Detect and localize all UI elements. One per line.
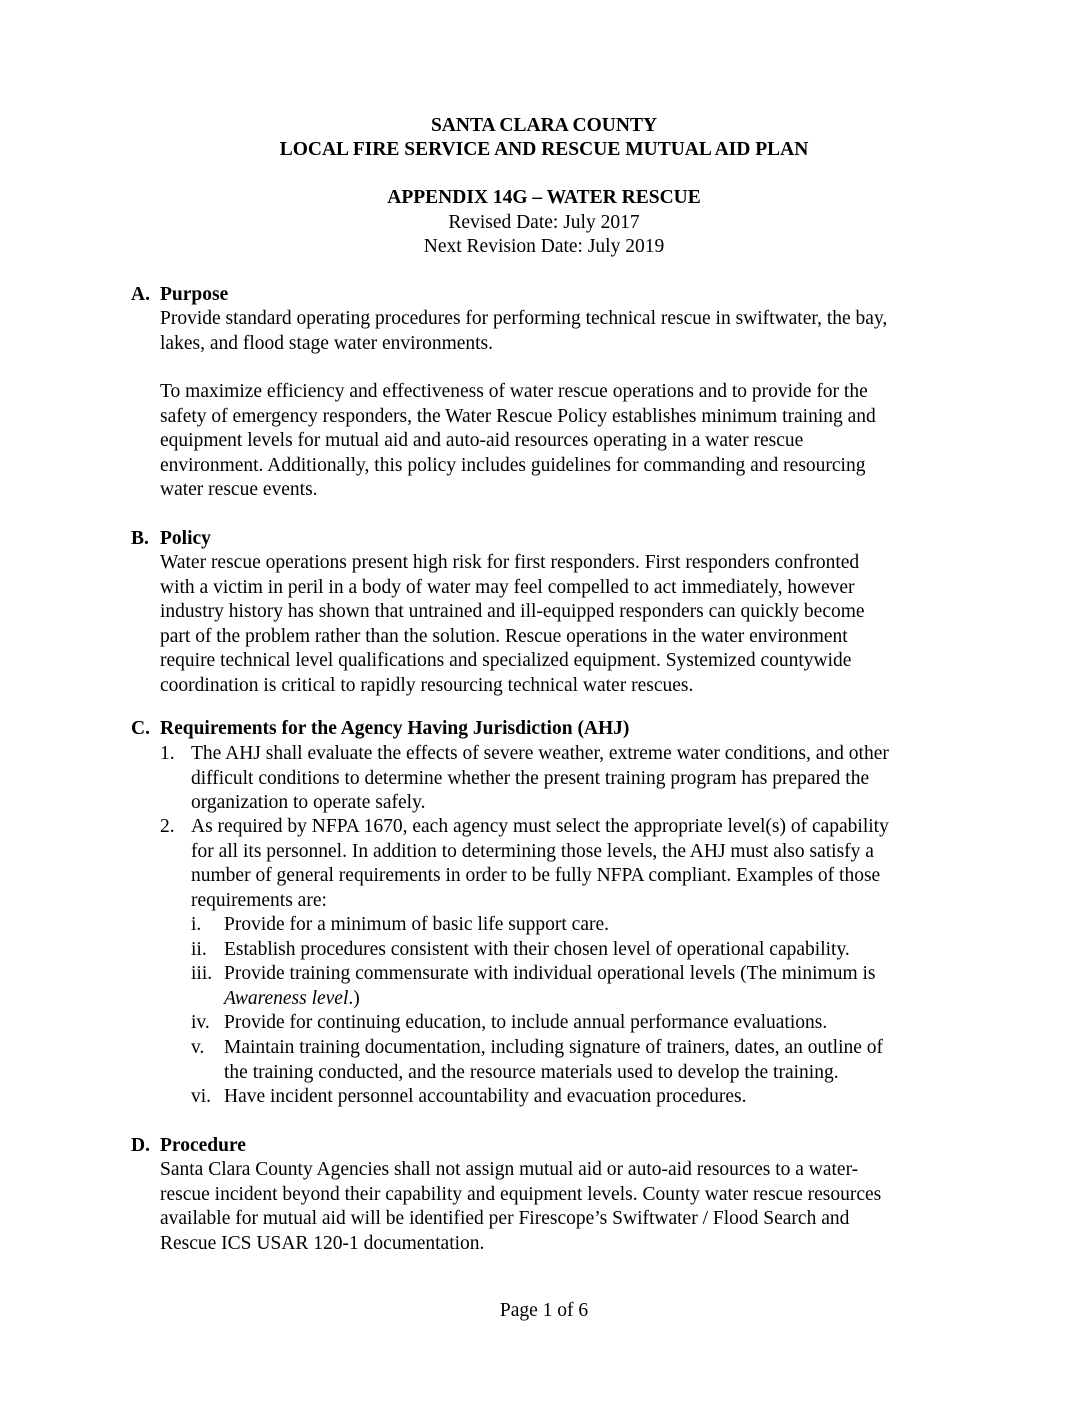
text-line: require technical level qualifications and specialized equipment. Systemized countywide — [160, 650, 852, 671]
text-line: part of the problem rather than the solution. Rescue operations in the water environment — [160, 625, 848, 647]
title-line-1: SANTA CLARA COUNTY — [430, 115, 658, 136]
sub-item-iii — [191, 962, 991, 1011]
text-line: lakes, and flood stage water environments. — [160, 332, 494, 354]
sub-number: v. — [191, 1037, 205, 1058]
text-line: difficult conditions to determine whether the present training program has prepared the — [191, 767, 870, 789]
sub-item-v — [191, 1036, 991, 1085]
section-d-letter: D. — [131, 1135, 150, 1156]
text-line: water rescue events. — [160, 479, 318, 500]
text-line: Rescue ICS USAR 120-1 documentation. — [160, 1232, 485, 1254]
section-a-paragraph-1 — [160, 307, 960, 356]
section-c-letter: C. — [131, 718, 150, 739]
section-a-paragraph-2 — [160, 380, 960, 503]
list-item-2 — [160, 815, 970, 913]
sub-item-iv — [191, 1011, 991, 1036]
text-line: with a victim in peril in a body of water may feel compelled to act immediately, however — [160, 576, 855, 598]
text-line: Provide training commensurate with individual operational levels (The minimum is — [224, 963, 876, 984]
section-a-title: Purpose — [160, 284, 229, 305]
section-d-heading — [131, 1134, 246, 1159]
text-line: Provide for a minimum of basic life support care. — [224, 914, 610, 935]
text-line: the training conducted, and the resource materials used to develop the training. — [224, 1061, 839, 1083]
next-revision-date: Next Revision Date: July 2019 — [423, 236, 665, 257]
list-item-1 — [160, 742, 970, 816]
sub-item-i — [191, 913, 991, 938]
appendix-title: APPENDIX 14G – WATER RESCUE — [387, 187, 701, 208]
section-b-title: Policy — [160, 528, 211, 549]
text-line: safety of emergency responders, the Water Rescue Policy establishes minimum training and — [160, 405, 876, 427]
text-line: Provide for continuing education, to include annual performance evaluations. — [224, 1012, 828, 1033]
text-line: To maximize efficiency and effectiveness of water rescue operations and to provide for the — [160, 381, 868, 402]
text-line: As required by NFPA 1670, each agency must select the appropriate level(s) of capability — [191, 816, 889, 837]
text-line: number of general requirements in order to be fully NFPA compliant. Examples of those — [191, 865, 881, 886]
sub-number: i. — [191, 914, 202, 935]
sub-number: iv. — [191, 1012, 210, 1033]
page-number: Page 1 of 6 — [499, 1300, 589, 1321]
text-line: for all its personnel. In addition to determining those levels, the AHJ must also satisfy a — [191, 840, 874, 862]
section-d-paragraph-1 — [160, 1158, 960, 1256]
text-line — [191, 987, 991, 1012]
text-line: Water rescue operations present high risk for first responders. First responders confronted — [160, 552, 860, 573]
sub-number: vi. — [191, 1086, 212, 1107]
text-line: environment. Additionally, this policy includes guidelines for commanding and resourcing — [160, 454, 866, 476]
sub-number: ii. — [191, 939, 207, 960]
text-line: industry history has shown that untrained and ill-equipped responders can quickly become — [160, 601, 865, 622]
section-a-letter: A. — [131, 284, 150, 305]
sub-item-vi — [191, 1085, 991, 1110]
list-number: 1. — [160, 743, 175, 764]
text-line: organization to operate safely. — [191, 792, 426, 813]
revised-date: Revised Date: July 2017 — [448, 212, 640, 233]
sub-item-ii — [191, 938, 991, 963]
text-line: Have incident personnel accountability and evacuation procedures. — [224, 1086, 747, 1107]
list-number: 2. — [160, 816, 175, 837]
text-line: The AHJ shall evaluate the effects of severe weather, extreme water conditions, and other — [191, 743, 889, 764]
text-line: equipment levels for mutual aid and auto-aid resources operating in a water rescue — [160, 430, 804, 451]
section-b-heading — [131, 527, 211, 552]
text-line: available for mutual aid will be identified per Firescope’s Swiftwater / Flood Search and — [160, 1208, 850, 1229]
text-line: Establish procedures consistent with their chosen level of operational capability. — [224, 939, 850, 960]
section-c-title: Requirements for the Agency Having Jurisdiction (AHJ) — [160, 718, 630, 739]
title-line-2: LOCAL FIRE SERVICE AND RESCUE MUTUAL AID PLAN — [279, 139, 809, 160]
section-b-letter: B. — [131, 528, 149, 549]
sub-number: iii. — [191, 963, 213, 984]
text-line: Santa Clara County Agencies shall not assign mutual aid or auto-aid resources to a water- — [160, 1159, 859, 1180]
text-fragment: .) — [348, 987, 360, 1009]
section-b-paragraph-1 — [160, 551, 960, 698]
section-a-heading — [131, 283, 228, 308]
section-c-heading — [131, 717, 629, 742]
text-line: coordination is critical to rapidly resourcing technical water rescues. — [160, 674, 694, 696]
text-line: requirements are: — [191, 889, 327, 911]
section-d-title: Procedure — [160, 1135, 246, 1156]
text-line: Provide standard operating procedures for performing technical rescue in swiftwater, the bay, — [160, 308, 888, 329]
italic-text: Awareness level — [224, 987, 349, 1009]
text-line: Maintain training documentation, including signature of trainers, dates, an outline of — [224, 1037, 884, 1058]
text-line: rescue incident beyond their capability and equipment levels. County water rescue resources — [160, 1183, 882, 1205]
